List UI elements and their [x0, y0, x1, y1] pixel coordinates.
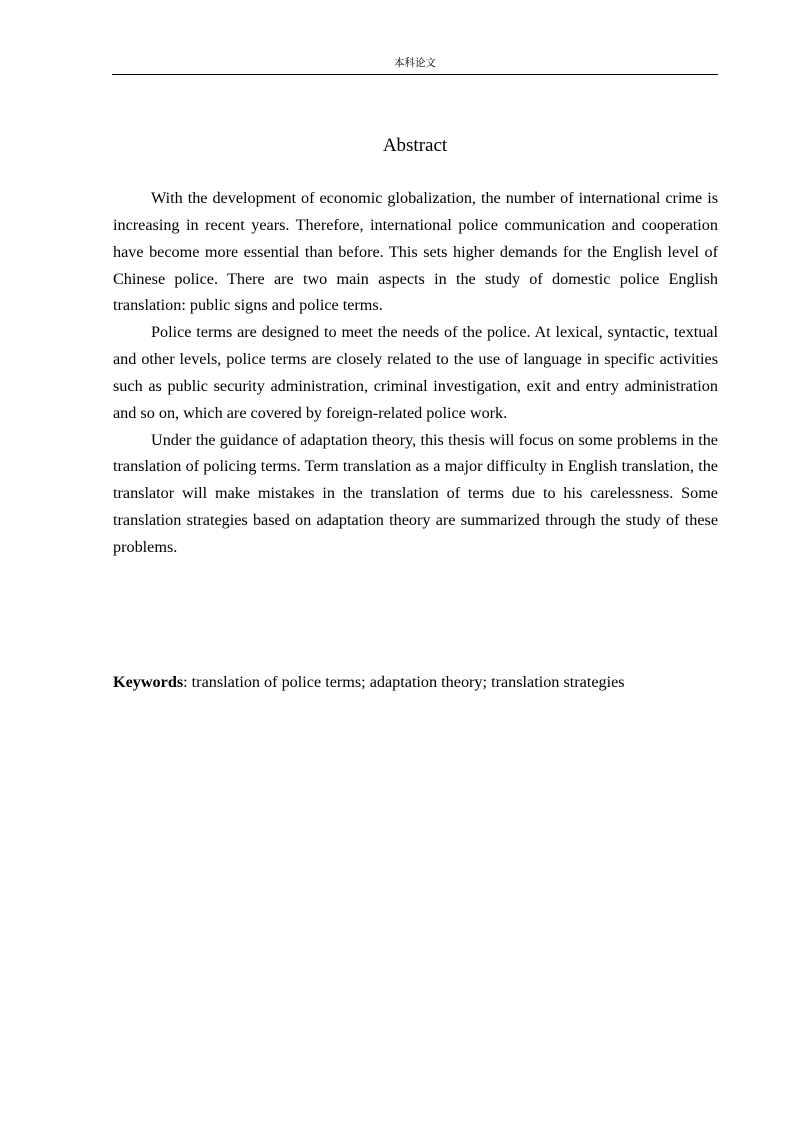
abstract-paragraph-1: With the development of economic globalization, the number of international crime is increasing in recent years. Therefore, international police communication and cooperation have become more essential than before. This sets higher demands for the English level of Chinese police. There are two main aspects in the study of domestic police English translation: public signs and police terms. — [113, 189, 718, 315]
running-title: 本科论文 — [394, 57, 436, 69]
abstract-heading: Abstract — [382, 135, 448, 156]
keywords-label: Keywords — [113, 673, 184, 691]
abstract-body — [113, 185, 718, 561]
abstract-paragraph-2: Police terms are designed to meet the needs of the police. At lexical, syntactic, textual and other levels, police terms are closely related to the use of language in specific activities such as public security administration, criminal investigation, exit and entry administration and so on, which are covered by foreign-related police work. — [113, 323, 718, 422]
keywords-line — [113, 669, 718, 695]
abstract-paragraph-3: Under the guidance of adaptation theory, this thesis will focus on some problems in the translation of policing terms. Term translation as a major difficulty in English translation, the translator will make mistakes in the translation of terms due to his carelessness. Some translation strategies based on adaptation theory are summarized through the study of these problems. — [113, 430, 718, 556]
keywords-text: : translation of police terms; adaptation theory; translation strategies — [183, 673, 625, 691]
page-header — [112, 56, 718, 75]
